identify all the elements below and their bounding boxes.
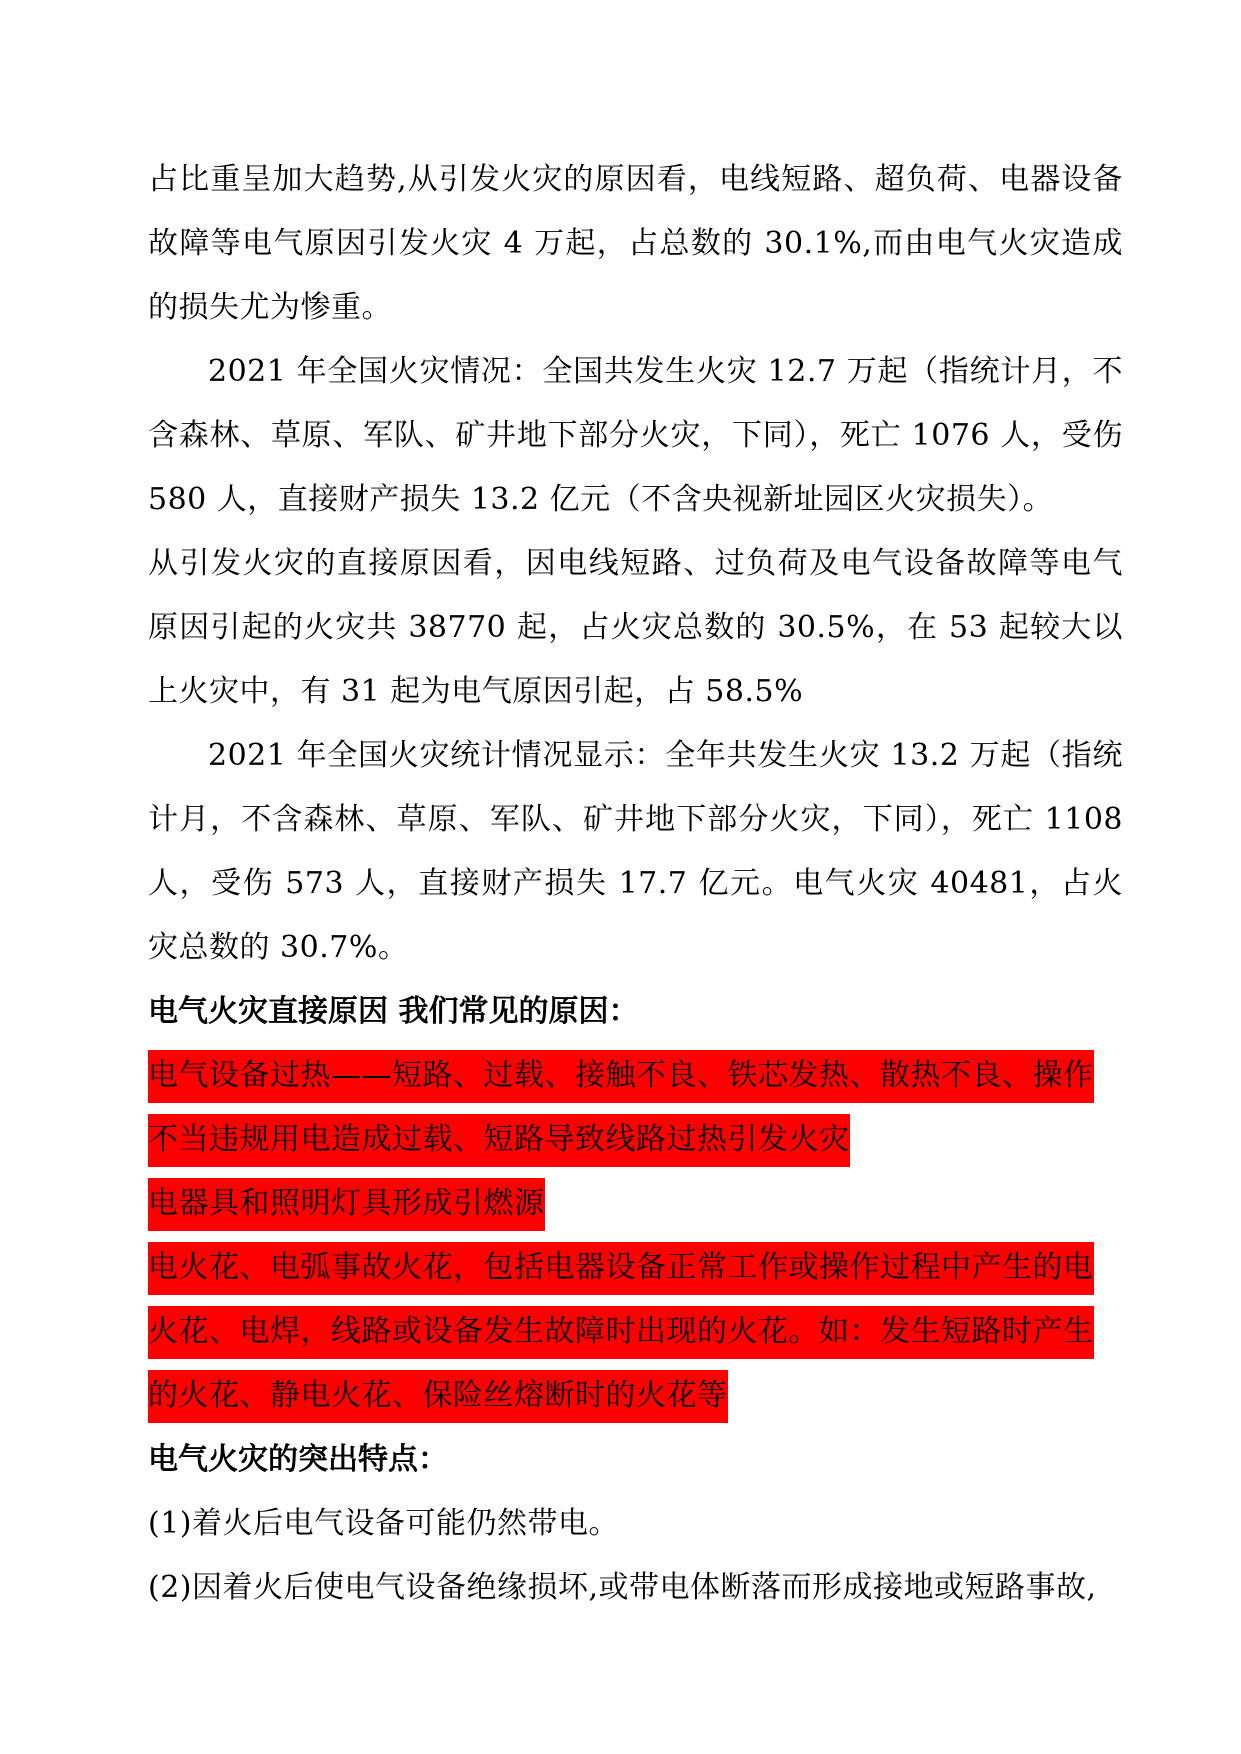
feature-item: (1)着火后电气设备可能仍然带电。 [148,1506,619,1541]
feature-item: (2)因着火后使电气设备绝缘损坏,或带电体断落而形成接地或短路事故, [148,1570,1097,1605]
paragraph-2021-fire-statistics: 2021 年全国火灾统计情况显示：全年共发生火灾 13.2 万起（指统计月，不含森林、草原、军队、矿井地下部分火灾，下同），死亡 1108 人，受伤 573 人，直接财产损失 17.7 亿元。电气火灾 40481，占火灾总数的 30.7%。 [148,738,1123,965]
highlight-text: 电火花、电弧事故火花，包括电器设备正常工作或操作过程中产生的电火花、电焊，线路或设备发生故障时出现的火花。如：发生短路时产生的火花、静电火花、保险丝熔断时的火花等 [148,1242,1094,1423]
highlight-text: 电器具和照明灯具形成引燃源 [148,1178,545,1231]
highlighted-cause-overheating [148,1044,1123,1172]
paragraph-fire-causes-intro: 占比重呈加大趋势,从引发火灾的原因看，电线短路、超负荷、电器设备故障等电气原因引发火灾 4 万起，占总数的 30.1%,而由电气火灾造成的损失尤为惨重。 [148,162,1123,325]
paragraph-2021-fire-situation: 2021 年全国火灾情况：全国共发生火灾 12.7 万起（指统计月，不含森林、草原、军队、矿井地下部分火灾，下同），死亡 1076 人，受伤 580 人，直接财产损失 13.2 亿元（不含央视新址园区火灾损失）。 [148,354,1123,517]
document-page [148,148,1123,1620]
highlight-text: 电气设备过热——短路、过载、接触不良、铁芯发热、散热不良、操作不当违规用电造成过载、短路导致线路过热引发火灾 [148,1050,1094,1167]
highlighted-cause-ignition-source [148,1172,1123,1236]
heading-features: 电气火灾的突出特点： [148,1442,448,1477]
paragraph-direct-causes: 从引发火灾的直接原因看，因电线短路、过负荷及电气设备故障等电气原因引起的火灾共 38770 起，占火灾总数的 30.5%，在 53 起较大以上火灾中，有 31 起为电气原因引起，占 58.5% [148,546,1123,709]
highlighted-cause-sparks [148,1236,1123,1428]
heading-direct-causes: 电气火灾直接原因 我们常见的原因： [148,994,639,1029]
